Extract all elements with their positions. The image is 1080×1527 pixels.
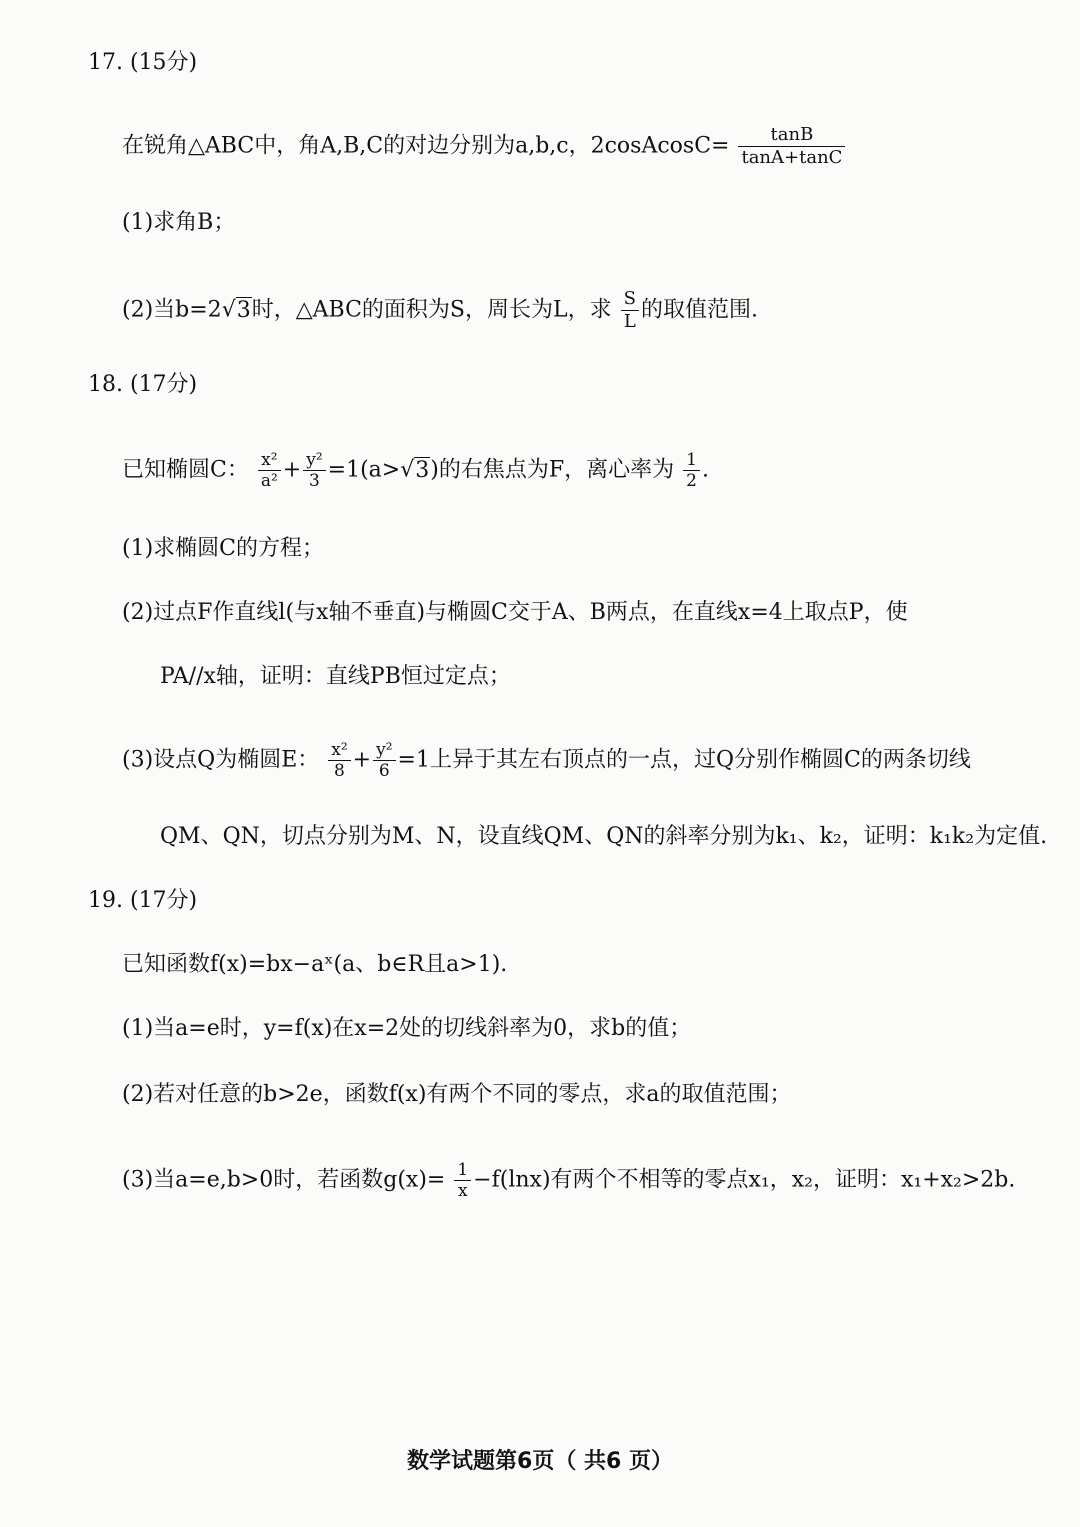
q17-stem	[122, 124, 847, 169]
q19-part2: (2)若对任意的b>2e，函数f(x)有两个不同的零点，求a的取值范围；	[122, 1082, 792, 1107]
q18-stem-y-fraction	[303, 450, 325, 491]
q17-part2	[122, 288, 758, 333]
q17-header: 17. (15分)	[88, 50, 198, 75]
q19-part3-fraction	[454, 1160, 471, 1201]
q17-part2-text-c: 的取值范围.	[640, 297, 758, 323]
sqrt-symbol: √	[400, 457, 415, 483]
q18-stem-x-fraction	[258, 450, 281, 491]
q18-stem-y-numerator: y²	[303, 450, 325, 471]
q19-stem: 已知函数f(x)=bx−aˣ(a、b∈R且a>1).	[122, 952, 508, 977]
q19-header: 19. (17分)	[88, 888, 198, 913]
q19-part1: (1)当a=e时，y=f(x)在x=2处的切线斜率为0，求b的值；	[122, 1016, 692, 1041]
page-footer: 数学试题第6页（ 共6 页）	[407, 1449, 673, 1474]
q19-part3-text-a: (3)当a=e,b>0时，若函数g(x)=	[122, 1167, 446, 1193]
q18-part3-x-denominator: 8	[334, 761, 345, 781]
q18-stem-e-numerator: 1	[683, 450, 700, 471]
q17-stem-denominator: tanA+tanC	[741, 147, 843, 168]
q18-part3-y-numerator: y²	[373, 740, 395, 761]
q17-stem-fraction	[738, 124, 845, 169]
q18-part3-y-denominator: 6	[378, 761, 390, 781]
q18-part1: (1)求椭圆C的方程；	[122, 536, 324, 561]
q19-part3-text-b: −f(lnx)有两个不相等的零点x₁，x₂，证明：x₁+x₂>2b.	[473, 1167, 1016, 1193]
q18-stem-y-denominator: 3	[309, 471, 320, 491]
q17-part2-fraction	[621, 288, 639, 333]
q19-part3	[122, 1160, 1015, 1201]
q18-header: 18. (17分)	[88, 372, 198, 397]
q18-part3-text-b: =1上异于其左右顶点的一点，过Q分别作椭圆C的两条切线	[397, 747, 971, 773]
q18-stem-text-c: )的右焦点为F，离心率为	[430, 457, 675, 483]
q18-part3-x-fraction	[328, 740, 350, 781]
q18-part3: (3)设点Q为椭圆E： $\frac{\text{x²}}{8}$ + $\frac{\text{y²}}{6}$ =1上异于其左右顶点的一点，过Q分别作椭圆C的两条切线	[122, 740, 971, 781]
q19-part3-numerator: 1	[454, 1160, 471, 1181]
q17-part2-denominator: L	[623, 311, 636, 332]
q17-part2-text-a: (2)当b=2	[122, 297, 222, 323]
q18-part3-x-numerator: x²	[328, 740, 350, 761]
q18-stem-text-a: 已知椭圆C：	[122, 457, 249, 483]
q17-part2-sqrt: 3	[236, 297, 251, 323]
q18-stem-sqrt: 3	[415, 457, 430, 483]
q18-stem-x-numerator: x²	[258, 450, 281, 471]
q18-part2-line2: PA//x轴，证明：直线PB恒过定点；	[160, 664, 511, 689]
q18-stem-text-b: =1(a>	[327, 457, 401, 483]
q17-part2-text-b: 时，△ABC的面积为S，周长为L，求	[251, 297, 612, 323]
q17-part1: (1)求角B；	[122, 210, 236, 235]
q17-stem-numerator: tanB	[738, 124, 845, 147]
q17-stem-text: 在锐角△ABC中，角A,B,C的对边分别为a,b,c，2cosAcosC=	[122, 133, 730, 159]
q18-stem-e-fraction	[683, 450, 700, 491]
sqrt-symbol: √	[221, 297, 236, 323]
q18-part3-text-a: (3)设点Q为椭圆E：	[122, 747, 320, 773]
q18-part3-line2: QM、QN，切点分别为M、N，设直线QM、QN的斜率分别为k₁、k₂，证明：k₁k₂为定值.	[160, 824, 1048, 849]
q17-part2-numerator: S	[621, 288, 639, 311]
q18-stem: 已知椭圆C： $\frac{\text{x²}}{\text{a²}}$ + $\frac{\text{y²}}{3}$ =1(a>√3)的右焦点为F，离心率为 $\frac{1}{2}$ .	[122, 450, 709, 491]
q18-stem-e-denominator: 2	[686, 471, 697, 491]
q18-part3-y-fraction	[373, 740, 395, 781]
q18-stem-x-denominator: a²	[260, 471, 278, 491]
q19-part3-denominator: x	[457, 1181, 468, 1201]
q18-stem-text-d: .	[701, 457, 709, 483]
q18-part2-line1: (2)过点F作直线l(与x轴不垂直)与椭圆C交于A、B两点，在直线x=4上取点P，使	[122, 600, 908, 625]
